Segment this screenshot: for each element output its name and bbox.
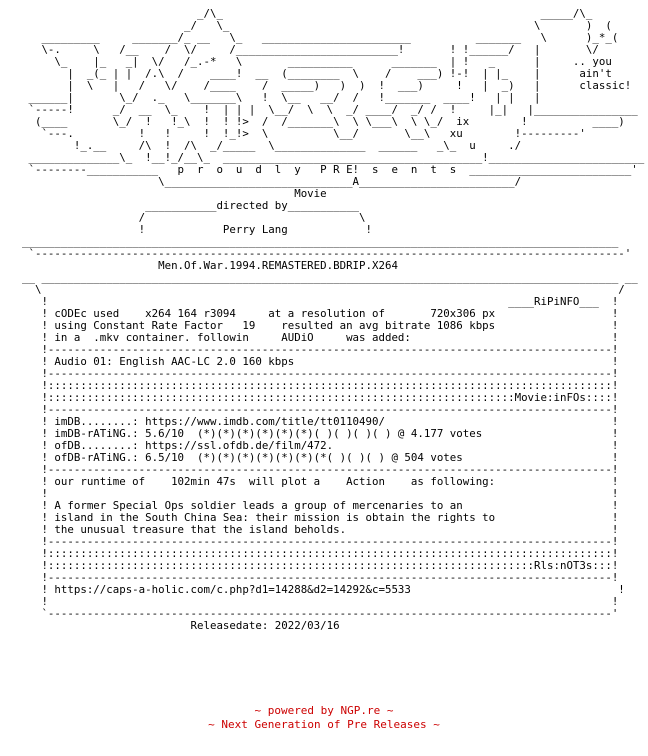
nfo-text: _/\_ _____/\_ _/ \_ \ ) ( _________ _______/_ __ \_ _______________________ _______ \ )_*_( \-. \ /__ / \/ /_________________________! ! !______/ | \/ \_ |_ _| \/ /_.-* \ __________ _______ | ! _ | .. you | _(_ | | /.\ / ____! __ (________ \ / ___) !-! | |_ | ain't | \ | / \/ /____ / _____) ) ) ! ___) ! | _) | classic! ______| \_/ ._ \_______\ ! \__ __/ / !_______ ____! | | | `-----! _/ __ \_ ! | | | \__/ \ \ _/ ____/ _/ / ! |_| |________________ (____ \_/ ! !_\ ! ! !> / /_______\ \ \___\ \ \_/ ix ! ____) `---. ! ! ! !_!> \ \__/ \__\ xu !---------' !_.__ /\ ! /\ _/_____ \______________ ______ _\_ u ./ ______________\_ !__!_/__\_ ________________________________________!________________________ `--------___________ p r o u d l y P R E! s e n t s _________________________' \_____________________________A________________________/ Movie ___________directed by___________ / \ ! Perry Lang ! ____________________________________________________________________________________________ `-------------------------------------------------------------------------------------------' Men.Of.War.1994.REMASTERED.BDRIP.X264 __ _________________________________________________________________________________________ __ \ / ! ____RiPiNFO___ ! ! cODEc used x264 164 r3094 at a resolution of 720x306 px ! ! using Constant Rate Factor 19 resulted an avg bitrate 1086 kbps ! ! in a .mkv container. followin AUDiO was added: ! !---------------------------------------------------------------------------------------! ! Audio 01: English AAC-LC 2.0 160 kbps ! !---------------------------------------------------------------------------------------! !:::::::::::::::::::::::::::::::::::::::::::::::::::::::::::::::::::::::::::::::::::::::! !::::::::::::::::::::::::::::::::::::::::::::::::::::::::::::::::::::::::Movie:inFOs::::! !---------------------------------------------------------------------------------------! ! imDB........: https://www.imdb.com/title/tt0110490/ ! ! imDB-rATiNG.: 5.6/10 (*)(*)(*)(*)(*)(*)( )( )( )( ) @ 4.177 votes ! ! ofDB........: https://ssl.ofdb.de/film/472. ! ! ofDB-rATiNG.: 6.5/10 (*)(*)(*)(*)(*)(*)(*( )( )( ) @ 504 votes ! !---------------------------------------------------------------------------------------! ! our runtime of 102min 47s will plot a Action as following: ! ! ! ! A former Special Ops soldier leads a group of mercenaries to an ! ! island in the South China Sea: their mission is obtain the rights to ! ! the unusual treasure that the island beholds. ! !---------------------------------------------------------------------------------------! !:::::::::::::::::::::::::::::::::::::::::::::::::::::::::::::::::::::::::::::::::::::::! !:::::::::::::::::::::::::::::::::::::::::::::::::::::::::::::::::::::::::::Rls:nOT3s:::! !---------------------------------------------------------------------------------------! ! https://caps-a-holic.com/c.php?d1=14288&d2=14292&c=5533 ! ! ! `---------------------------------------------------------------------------------------' Releasedate: 2022/03/16 [22,7,645,632]
footer-tagline: ~ Next Generation of Pre Releases ~ [208,718,440,731]
footer-powered-by: ~ powered by NGP.re ~ [254,704,394,717]
